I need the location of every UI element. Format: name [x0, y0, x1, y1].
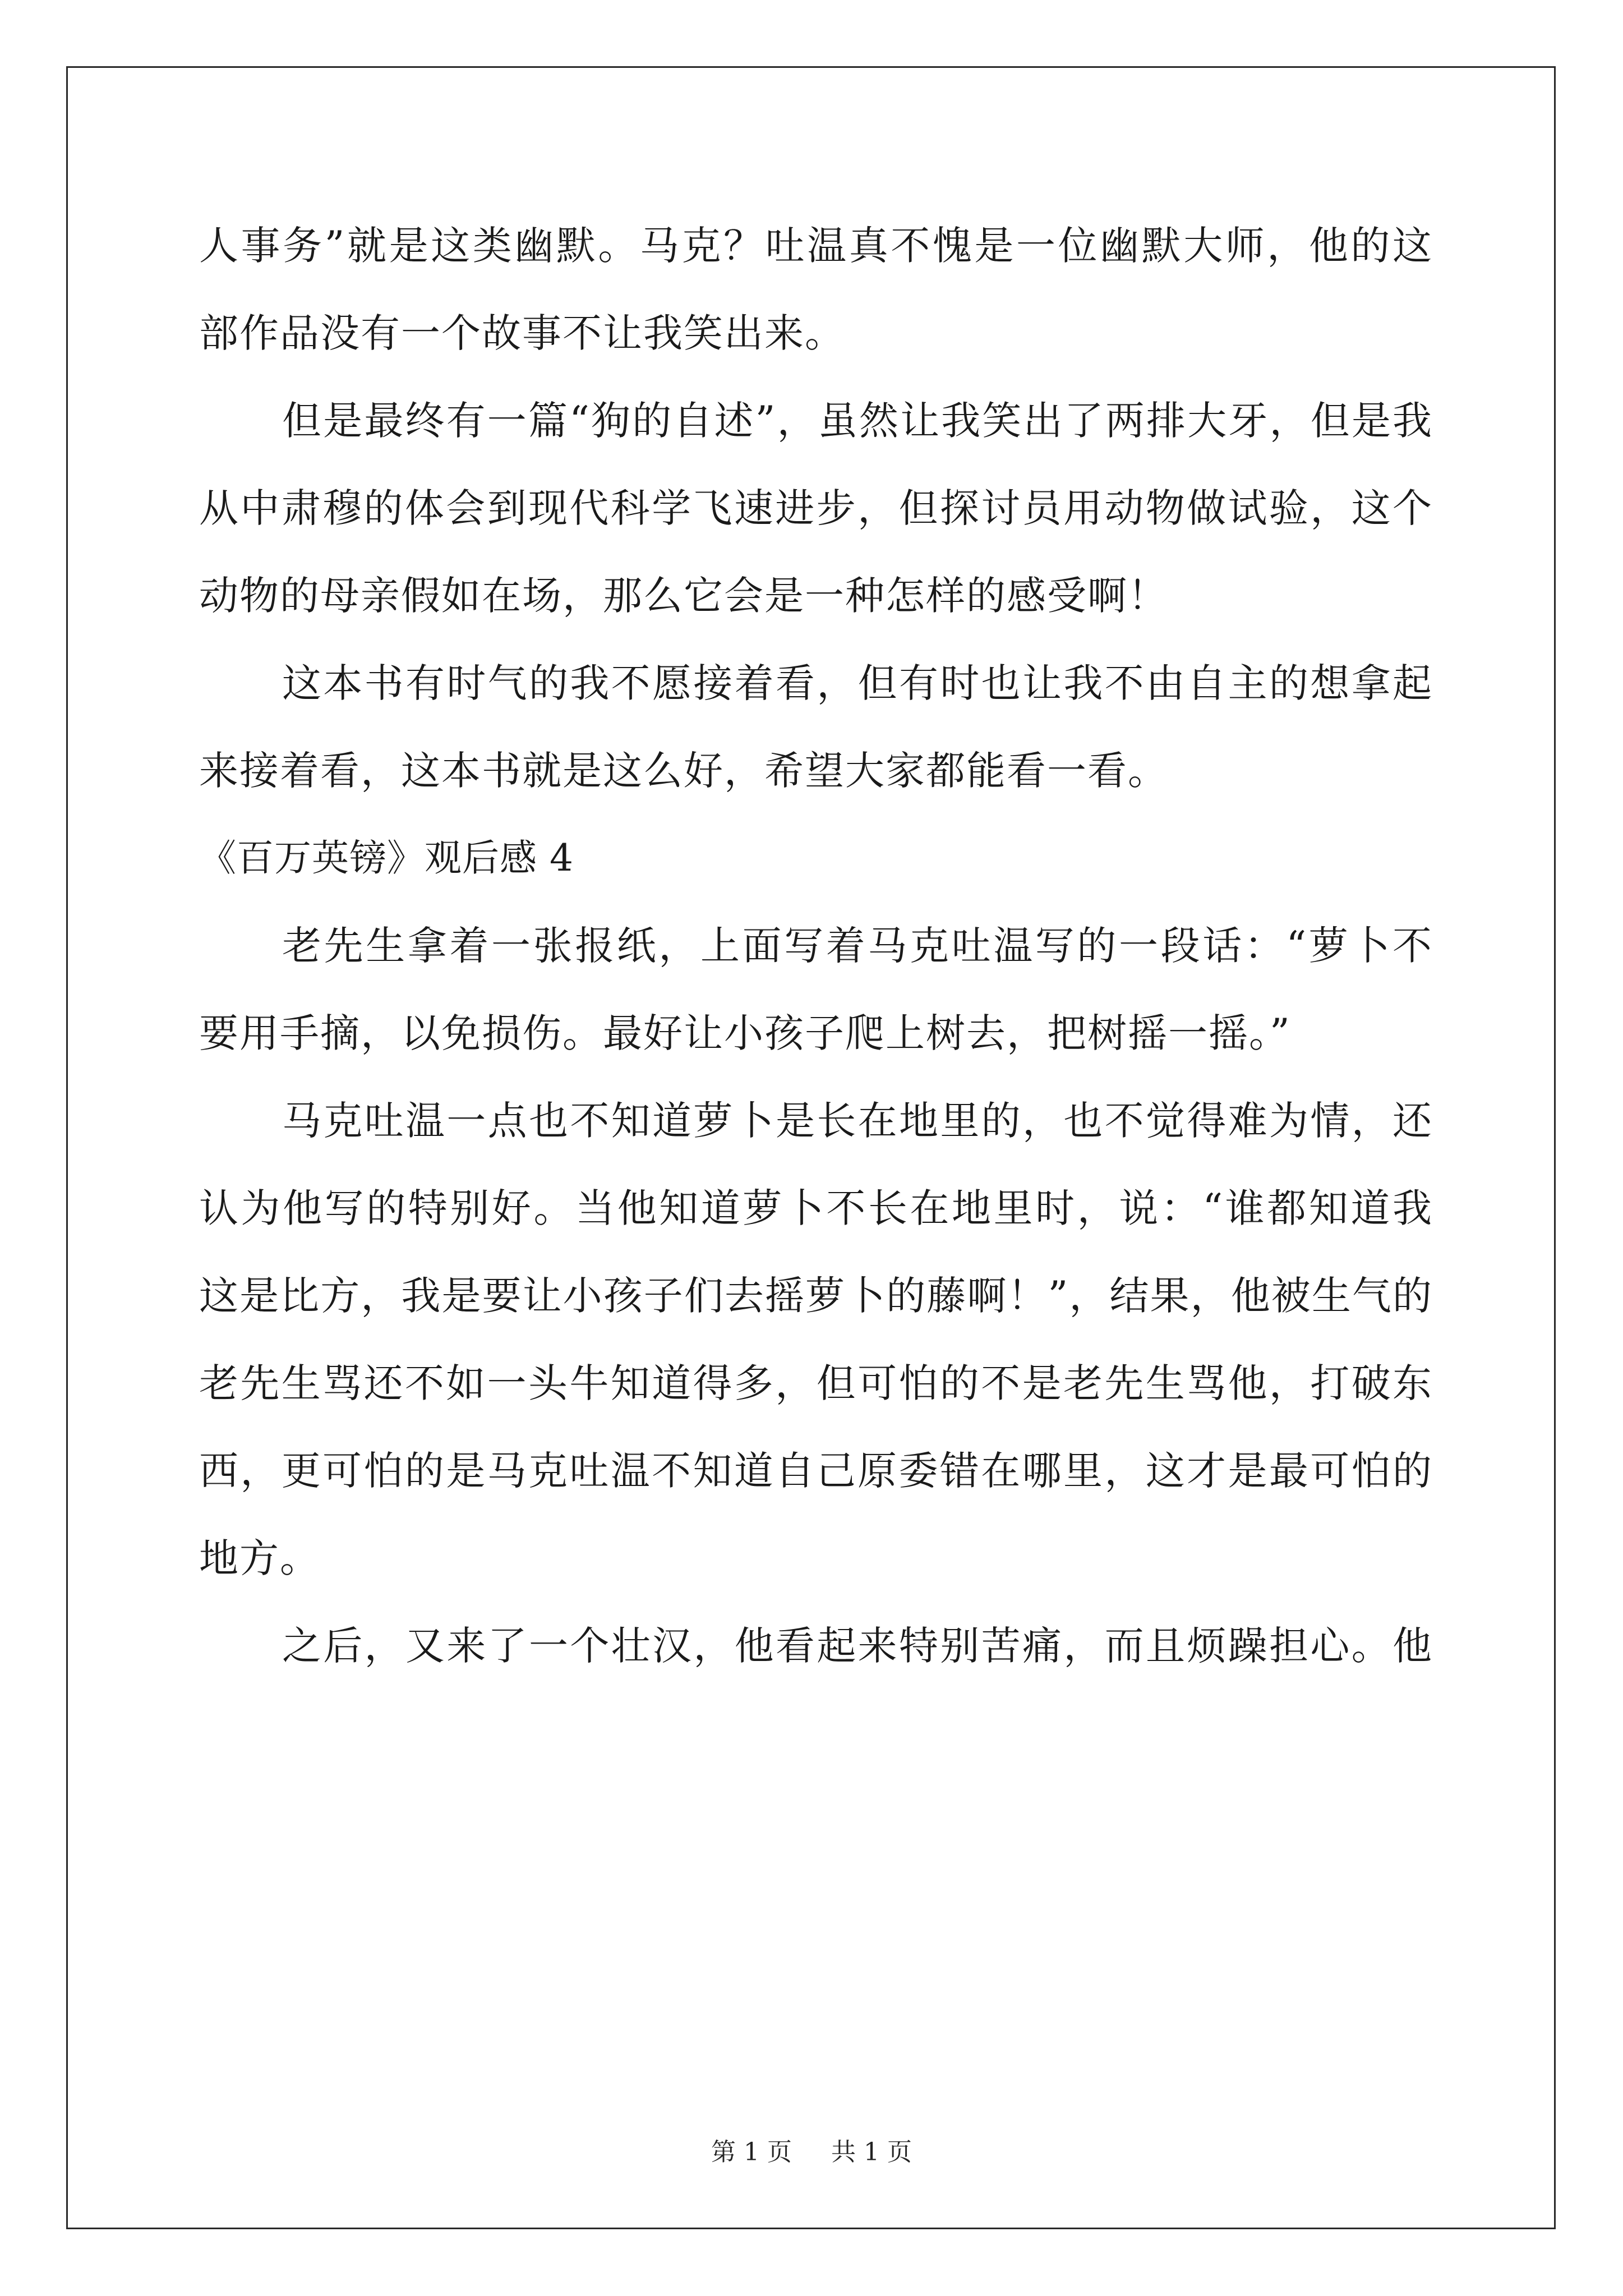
paragraph-line: 地方。: [199, 1535, 320, 1581]
paragraph-line: 来接着看，这本书就是这么好，希望大家都能看一看。: [199, 748, 1168, 794]
paragraph-line: 老先生拿着一张报纸，上面写着马克吐温写的一段话：“萝卜不: [282, 923, 1433, 969]
paragraph-line: 动物的母亲假如在场，那么它会是一种怎样的感受啊！: [199, 573, 1168, 619]
page-footer: [0, 2132, 1623, 2168]
page-number-total: 共 1 页: [831, 2138, 912, 2166]
paragraph-line: 这本书有时气的我不愿接着看，但有时也让我不由自主的想拿起: [282, 660, 1433, 706]
page-number-current: 第 1 页: [711, 2138, 792, 2166]
paragraph-line: 认为他写的特别好。当他知道萝卜不长在地里时，说：“谁都知道我: [199, 1185, 1433, 1231]
paragraph-line: 马克吐温一点也不知道萝卜是长在地里的，也不觉得难为情，还: [282, 1098, 1433, 1144]
section-heading: 《百万英镑》观后感 4: [199, 836, 574, 880]
document-body: [199, 202, 1433, 1690]
paragraph-line: 部作品没有一个故事不让我笑出来。: [199, 310, 845, 356]
paragraph-line: 之后，又来了一个壮汉，他看起来特别苦痛，而且烦躁担心。他: [282, 1623, 1433, 1669]
paragraph-line: 但是最终有一篇“狗的自述”，虽然让我笑出了两排大牙，但是我: [282, 398, 1433, 444]
paragraph-line: 人事务”就是这类幽默。马克？吐温真不愧是一位幽默大师，他的这: [199, 223, 1433, 269]
paragraph-line: 这是比方，我是要让小孩子们去摇萝卜的藤啊！”，结果，他被生气的: [199, 1273, 1433, 1319]
paragraph-line: 老先生骂还不如一头牛知道得多，但可怕的不是老先生骂他，打破东: [199, 1360, 1433, 1406]
paragraph-line: 要用手摘，以免损伤。最好让小孩子爬上树去，把树摇一摇。”: [199, 1010, 1291, 1056]
paragraph-line: 西，更可怕的是马克吐温不知道自己原委错在哪里，这才是最可怕的: [199, 1448, 1433, 1494]
paragraph-line: 从中肃穆的体会到现代科学飞速进步，但探讨员用动物做试验，这个: [199, 485, 1433, 531]
